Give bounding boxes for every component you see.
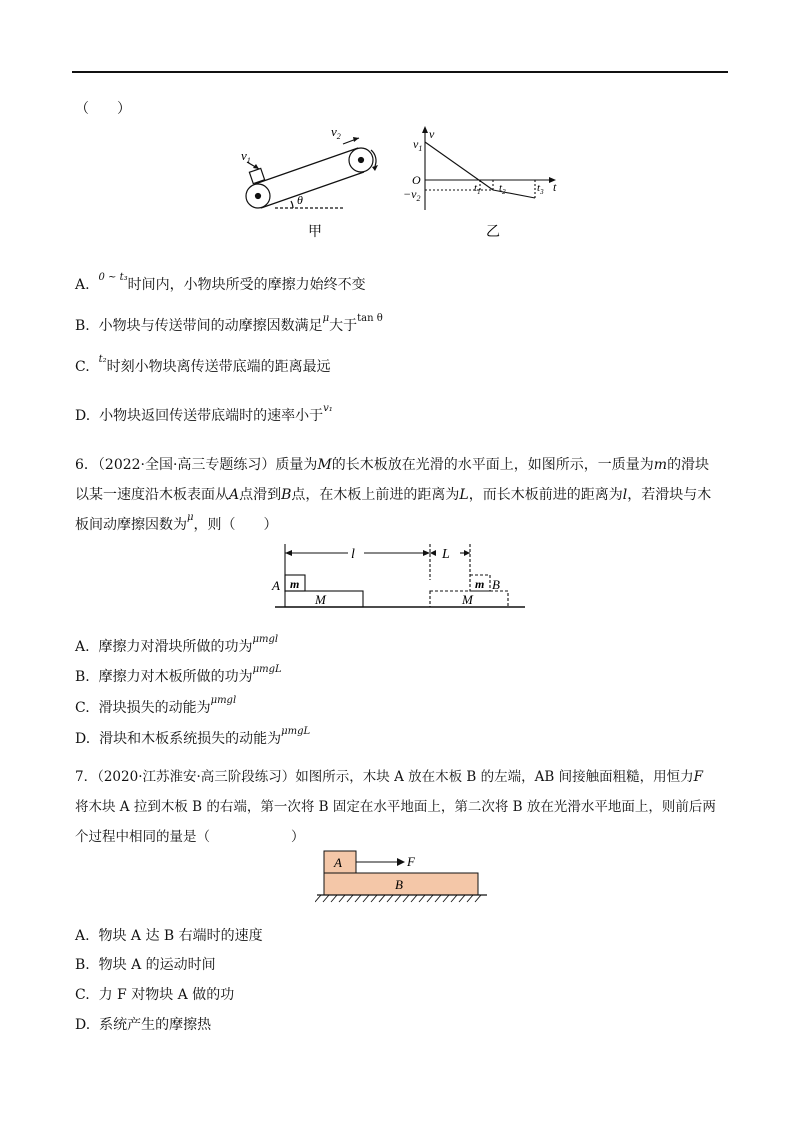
- q7-stem-line2: 将木块 A 拉到木板 B 的右端，第一次将 B 固定在水平地面上，第二次将 B 放在光滑水平地面上，则前后两: [75, 799, 716, 815]
- figure-q5: [235, 118, 575, 248]
- q6-stem-line1: 6．（2022·全国·高三专题练习）质量为M的长木板放在光滑的水平面上，如图所示，一质量为m的滑块: [75, 457, 710, 473]
- fig6-m-block-end: m: [475, 577, 485, 591]
- conveyor-belt-diagram: [246, 137, 378, 208]
- q7-option-c: C. 力 F 对物块 A 做的功: [75, 987, 235, 1003]
- fig7-B-label: B: [395, 877, 403, 892]
- q6-stem-line3: 板间动摩擦因数为$^\mu$，则（ ）: [75, 512, 278, 533]
- graph-t-axis-label: t: [553, 180, 557, 194]
- graph-t1-label: $t_1$: [474, 182, 481, 196]
- fig6-m-block-start: m: [290, 577, 300, 591]
- graph-v-label: v: [429, 127, 435, 141]
- figure-q7: [315, 845, 505, 907]
- fig6-l-label: l: [351, 547, 355, 562]
- q5-option-c: C. $^{t_2}$时刻小物块离传送带底端的距离最远: [75, 354, 331, 375]
- graph-neg-v2-label: $-v_2$: [403, 187, 421, 203]
- fig6-L-label: L: [442, 547, 450, 562]
- q7-stem-line3: 个过程中相同的量是（ ）: [75, 829, 305, 845]
- fig7-A-label: A: [334, 855, 342, 870]
- fig7-F-label: F: [407, 854, 415, 869]
- graph-v1-label: $v_1$: [413, 137, 423, 153]
- header-rule: [72, 71, 728, 73]
- q7-option-a: A. 物块 A 达 B 右端时的速度: [75, 928, 263, 944]
- belt-v2-label: $v_2$: [331, 124, 341, 141]
- belt-v1-label: $v_1$: [241, 148, 251, 165]
- q5-option-a: A. $^{0 \sim t_3}$时间内，小物块所受的摩擦力始终不变: [75, 272, 366, 293]
- fig6-M-board-start: M: [315, 592, 326, 607]
- q5-option-d: D. 小物块返回传送带底端时的速率小于$^{v_1}$: [75, 403, 333, 424]
- q7-stem-line1: 7．（2020·江苏淮安·高三阶段练习）如图所示，木块 A 放在木板 B 的左端，AB 间接触面粗糙，用恒力F: [75, 769, 703, 785]
- q5-option-b: B. 小物块与传送带间的动摩擦因数满足$^\mu$大于$^{tan \theta}$: [75, 313, 383, 334]
- graph-t2-label: $t_2$: [499, 182, 506, 196]
- q6-option-b: B. 摩擦力对木板所做的功为$^{\mu mgL}$: [75, 664, 282, 685]
- fig6-B-label: B: [492, 577, 500, 592]
- graph-t3-label: $t_3$: [537, 182, 544, 196]
- q7-option-d: D. 系统产生的摩擦热: [75, 1017, 212, 1033]
- q6-stem-line2: 以某一速度沿木板表面从A点滑到B点，在木板上前进的距离为L，而长木板前进的距离为l，若滑块与木: [75, 487, 712, 503]
- belt-theta-label: θ: [297, 193, 303, 207]
- fig6-A-label: A: [272, 578, 280, 593]
- q6-stem: [75, 450, 725, 542]
- q7-stem: [75, 762, 725, 852]
- vt-graph: [422, 126, 556, 210]
- fig6-M-board-end: M: [462, 592, 473, 607]
- figure-q6: [270, 540, 530, 615]
- q6-option-a: A. 摩擦力对滑块所做的功为$^{\mu mgl}$: [75, 634, 279, 655]
- figure-label-jia: 甲: [308, 225, 322, 240]
- figure-label-yi: 乙: [486, 225, 500, 240]
- q6-option-c: C. 滑块损失的动能为$^{\mu mgl}$: [75, 695, 237, 716]
- answer-bracket: （ ）: [75, 101, 131, 117]
- q7-option-b: B. 物块 A 的运动时间: [75, 957, 216, 973]
- q6-option-d: D. 滑块和木板系统损失的动能为$^{\mu mgL}$: [75, 726, 311, 747]
- graph-origin-label: O: [412, 173, 421, 187]
